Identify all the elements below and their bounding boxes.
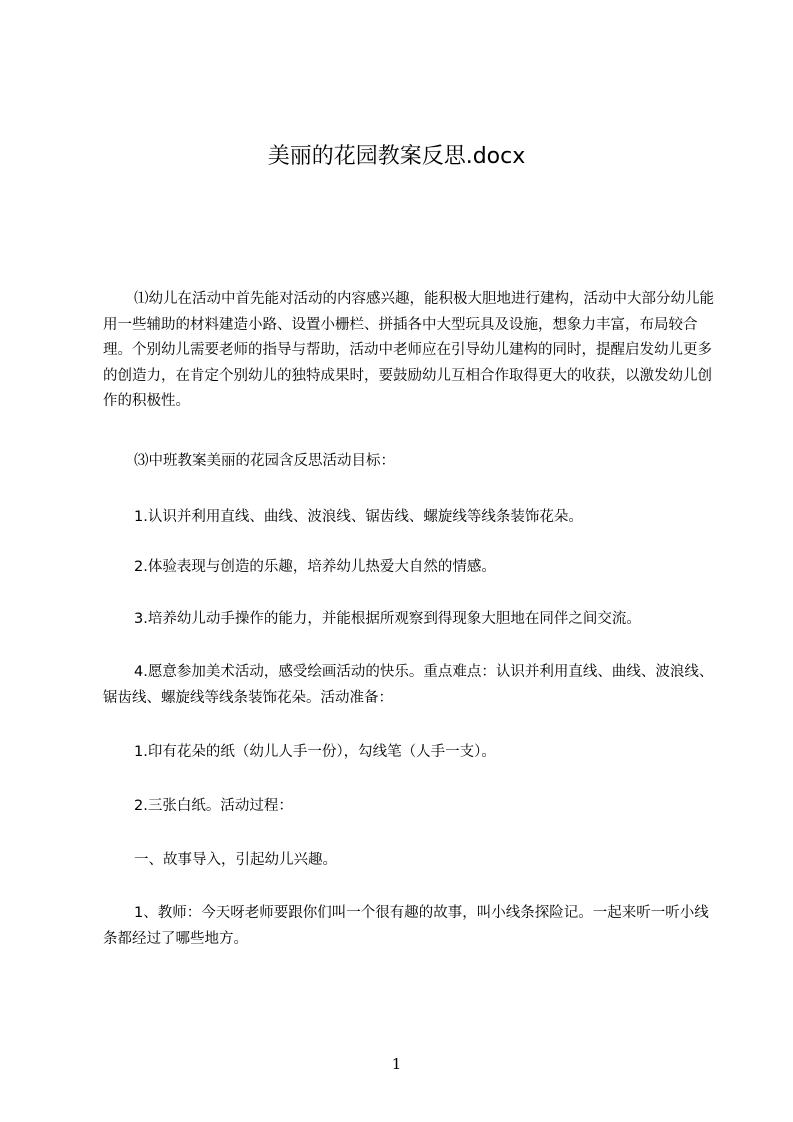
- paragraph: 2.体验表现与创造的乐趣，培养幼儿热爱大自然的情感。: [134, 559, 496, 575]
- page-number: 1: [391, 1055, 402, 1073]
- paragraph: 4.愿意参加美术活动，感受绘画活动的快乐。重点难点：认识并利用直线、曲线、波浪线、锯齿线、螺旋线等线条装饰花朵。活动准备：: [103, 664, 714, 706]
- paragraph: 1.印有花朵的纸（幼儿人手一份），勾线笔（人手一支）。: [134, 744, 496, 760]
- paragraph: 2.三张白纸。活动过程：: [134, 798, 293, 814]
- paragraph: 一、故事导入，引起幼儿兴趣。: [134, 852, 337, 868]
- paragraph: 3.培养幼儿动手操作的能力，并能根据所观察到得现象大胆地在同伴之间交流。: [134, 611, 641, 627]
- paragraph: 1.认识并利用直线、曲线、波浪线、锯齿线、螺旋线等线条装饰花朵。: [134, 509, 583, 525]
- document-title: 美丽的花园教案反思.docx: [267, 144, 526, 169]
- paragraph: 1、教师：今天呀老师要跟你们叫一个很有趣的故事，叫小线条探险记。一起来听一听小线条都经过了哪些地方。: [103, 905, 709, 947]
- paragraph: ⑶中班教案美丽的花园含反思活动目标：: [134, 453, 395, 469]
- paragraph: ⑴幼儿在活动中首先能对活动的内容感兴趣，能积极大胆地进行建构，活动中大部分幼儿能用一些辅助的材料建造小路、设置小栅栏、拼插各中大型玩具及设施，想象力丰富，布局较合理。个别幼儿需要老师的指导与帮助，活动中老师应在引导幼儿建构的同时，提醒启发幼儿更多的创造力，在肯定个别幼儿的独特成果时，要鼓励幼儿互相合作取得更大的收获，以激发幼儿创作的积极性。: [103, 291, 714, 409]
